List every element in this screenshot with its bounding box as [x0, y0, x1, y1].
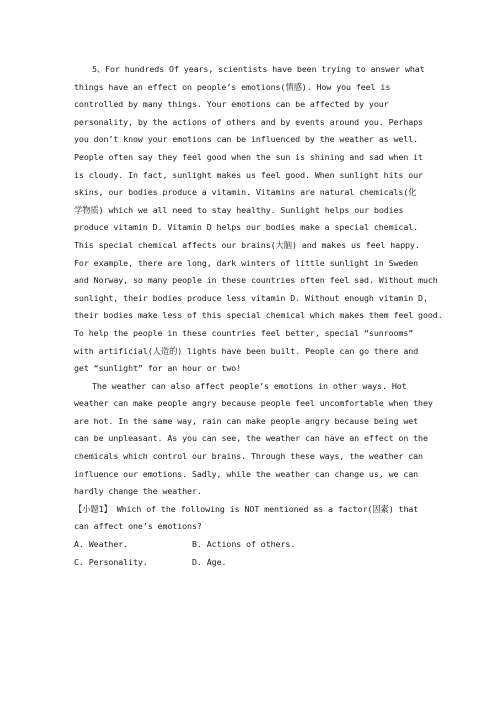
text-line: sunlight, their bodies produce less vitamin D. Without enough vitamin D, [74, 292, 428, 303]
text-line: influence our emotions. Sadly, while the weather can change us, we can [74, 468, 419, 479]
option-d: D. Age. [192, 556, 227, 567]
text-line: with artificial(人造的) lights have been built. People can go there and [74, 345, 419, 356]
text-line: 学物质) which we all need to stay healthy. Sunlight helps our bodies [74, 204, 404, 215]
options-row [74, 554, 424, 572]
text-line: can be unpleasant. As you can see, the weather can have an effect on the [74, 433, 428, 444]
text-line: hardly change the weather. [74, 486, 202, 497]
options-row [74, 536, 424, 554]
text-line: 5、For hundreds Of years, scientists have been trying to answer what [92, 64, 425, 74]
text-block [74, 61, 443, 571]
text-line: and Norway, so many people in these countries often feel sad. Without much [74, 275, 438, 286]
text-line: get “sunlight” for an hour or two! [74, 363, 242, 374]
text-line: To help the people in these countries feel better, special “sunrooms” [74, 327, 414, 338]
option-b: B. Actions of others. [192, 539, 296, 550]
text-line: controlled by many things. Your emotions can be affected by your [74, 99, 389, 110]
text-line: This special chemical affects our brains(大脑) and makes us feel happy. [74, 239, 420, 250]
text-line: you don’t know your emotions can be influenced by the weather as well. [74, 134, 419, 145]
text-line: are hot. In the same way, rain can make people angry because being wet [74, 415, 419, 426]
text-line: produce vitamin D. Vitamin D helps our bodies make a special chemical. [74, 222, 419, 233]
paragraph-2 [74, 378, 433, 501]
text-line: their bodies make less of this special chemical which makes them feel good. [74, 310, 443, 321]
option-c: C. Personality. [74, 556, 148, 567]
question-1 [74, 501, 424, 571]
text-line: weather can make people angry because people feel uncomfortable when they [74, 398, 433, 409]
text-line: chemicals which control our brains. Through these ways, the weather can [74, 451, 423, 462]
question-stem: 【小题1】 Which of the following is NOT mentioned as a factor(因素) that [74, 503, 419, 514]
paragraph-1 [74, 61, 443, 378]
option-a: A. Weather. [74, 539, 129, 550]
text-line: things have an effect on people’s emotions(情感). How you feel is [74, 81, 391, 92]
text-line: personality, by the actions of others and by events around you. Perhaps [74, 116, 423, 127]
text-line: is cloudy. In fact, sunlight makes us feel good. When sunlight hits our [74, 169, 423, 180]
question-stem: can affect one’s emotions? [74, 521, 202, 532]
text-line: skins, our bodies produce a vitamin. Vitamins are natural chemicals(化 [74, 187, 417, 198]
text-line: People often say they feel good when the sun is shining and sad when it [74, 151, 423, 162]
text-line: For example, there are long, dark winters of little sunlight in Sweden [74, 257, 419, 268]
text-line: The weather can also affect people’s emotions in other ways. Hot [92, 380, 407, 391]
